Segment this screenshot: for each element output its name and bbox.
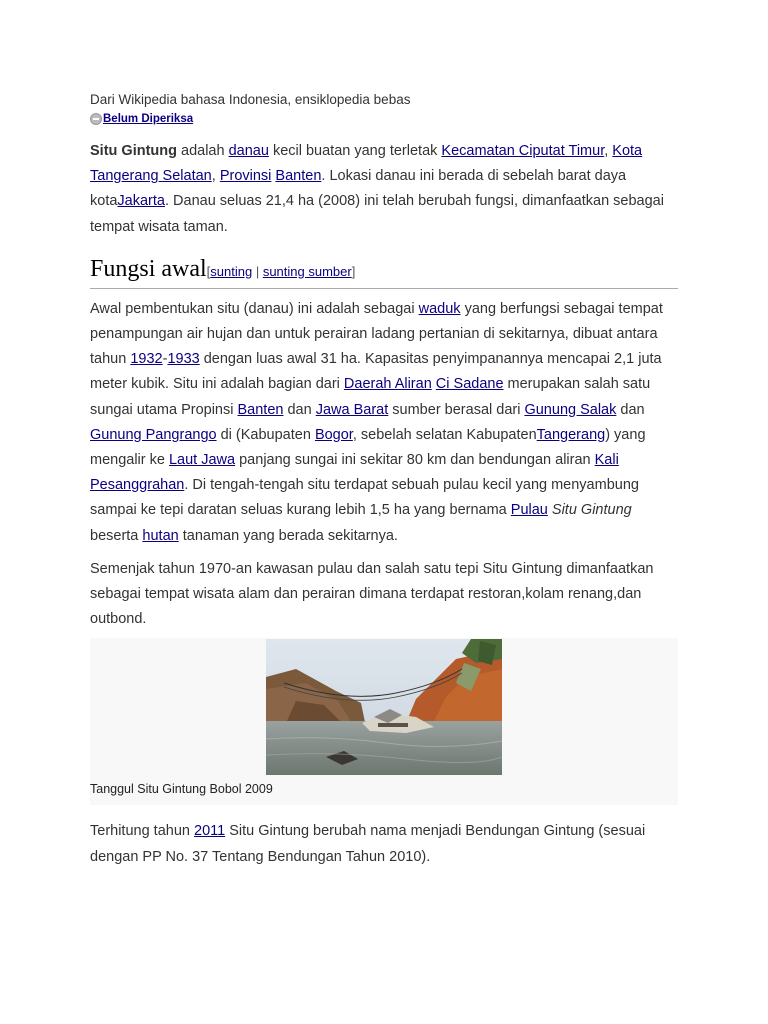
link-gunung-salak[interactable]: Gunung Salak <box>524 401 617 418</box>
link-pulau[interactable]: Pulau <box>510 502 548 519</box>
history-paragraph: Awal pembentukan situ (danau) ini adalah sebagai waduk yang berfungsi sebagai tempat penampungan air hujan dan untuk perairan ladang pertanian di sekitarnya, dibuat antara tahun 1932-1933 dengan luas awal 31 ha. Kapasitas penyimpanannya mencapai 2,1 juta meter kubik. Situ ini adalah bagian dari Daerah Aliran Ci Sadane merupakan salah satu sungai utama Propinsi Banten dan Jawa Barat sumber berasal dari Gunung Salak dan Gunung Pangrango di (Kabupaten Bogor, sebelah selatan KabupatenTangerang) yang mengalir ke Laut Jawa panjang sungai ini sekitar 80 km dan bendungan aliran Kali Pesanggrahan. Di tengah-tengah situ terdapat sebuah pulau kecil yang menyambung sampai ke tepi daratan seluas kurang lebih 1,5 ha yang bernama Pulau Situ Gintung beserta hutan tanaman yang berada sekitarnya. <box>90 300 663 544</box>
section-heading <box>90 254 678 289</box>
link-2011[interactable]: 2011 <box>194 823 226 840</box>
link-danau[interactable]: danau <box>228 143 269 159</box>
link-1932[interactable]: 1932 <box>130 351 163 368</box>
rename-paragraph: Terhitung tahun 2011 Situ Gintung berubah nama menjadi Bendungan Gintung (sesuai dengan PP No. 37 Tentang Bendungan Tahun 2010). <box>90 823 646 865</box>
section-edit-links: [sunting | sunting sumber] <box>206 263 356 279</box>
link-banten-2[interactable]: Banten <box>237 401 284 418</box>
link-laut-jawa[interactable]: Laut Jawa <box>168 452 236 469</box>
intro-paragraph: Situ Gintung adalah danau kecil buatan yang terletak Kecamatan Ciputat Timur, Kota Tangerang Selatan, Provinsi Banten. Lokasi danau ini berada di sebelah barat daya kotaJakarta. Danau seluas 21,4 ha (2008) ini telah berubah fungsi, dimanfaatkan sebagai tempat wisata taman. <box>90 143 664 235</box>
link-kota[interactable]: Kota Tangerang Selatan <box>90 143 643 185</box>
section-title: Fungsi awal <box>90 255 207 282</box>
link-provinsi[interactable]: Provinsi <box>219 168 272 185</box>
article-subject: Situ Gintung <box>90 143 177 159</box>
link-banten[interactable]: Banten <box>275 168 322 185</box>
link-hutan[interactable]: hutan <box>142 527 179 544</box>
link-jakarta[interactable]: Jakarta <box>117 193 165 210</box>
link-tangerang[interactable]: Tangerang <box>536 426 606 443</box>
island-name: Situ Gintung <box>547 502 632 519</box>
link-kali-pesanggrahan[interactable]: Kali Pesanggrahan <box>90 452 619 494</box>
edit-source-link[interactable]: sunting sumber <box>262 263 352 279</box>
link-ci-sadane[interactable]: Ci Sadane <box>435 376 504 393</box>
unreviewed-link[interactable]: Belum Diperiksa <box>103 113 194 125</box>
tourism-paragraph: Semenjak tahun 1970-an kawasan pulau dan salah satu tepi Situ Gintung dimanfaatkan sebagai tempat wisata alam dan perairan dimana terdapat restoran,kolam renang,dan outbond. <box>90 560 654 628</box>
figure-caption: Tanggul Situ Gintung Bobol 2009 <box>90 782 273 797</box>
unreviewed-icon <box>90 113 102 125</box>
site-tagline: Dari Wikipedia bahasa Indonesia, ensiklopedia bebas <box>90 92 411 107</box>
review-status <box>90 109 678 129</box>
article-page <box>90 90 678 870</box>
figure <box>90 638 678 805</box>
link-kecamatan[interactable]: Kecamatan Ciputat Timur <box>441 143 605 159</box>
link-waduk[interactable]: waduk <box>418 300 461 317</box>
link-1933[interactable]: 1933 <box>167 351 200 368</box>
edit-link[interactable]: sunting <box>210 263 253 279</box>
link-gunung-pangrango[interactable]: Gunung Pangrango <box>90 426 217 443</box>
link-bogor[interactable]: Bogor <box>314 426 353 443</box>
link-daerah-aliran[interactable]: Daerah Aliran <box>343 376 432 393</box>
link-jawa-barat[interactable]: Jawa Barat <box>315 401 389 418</box>
dam-breach-photo[interactable] <box>266 639 502 775</box>
